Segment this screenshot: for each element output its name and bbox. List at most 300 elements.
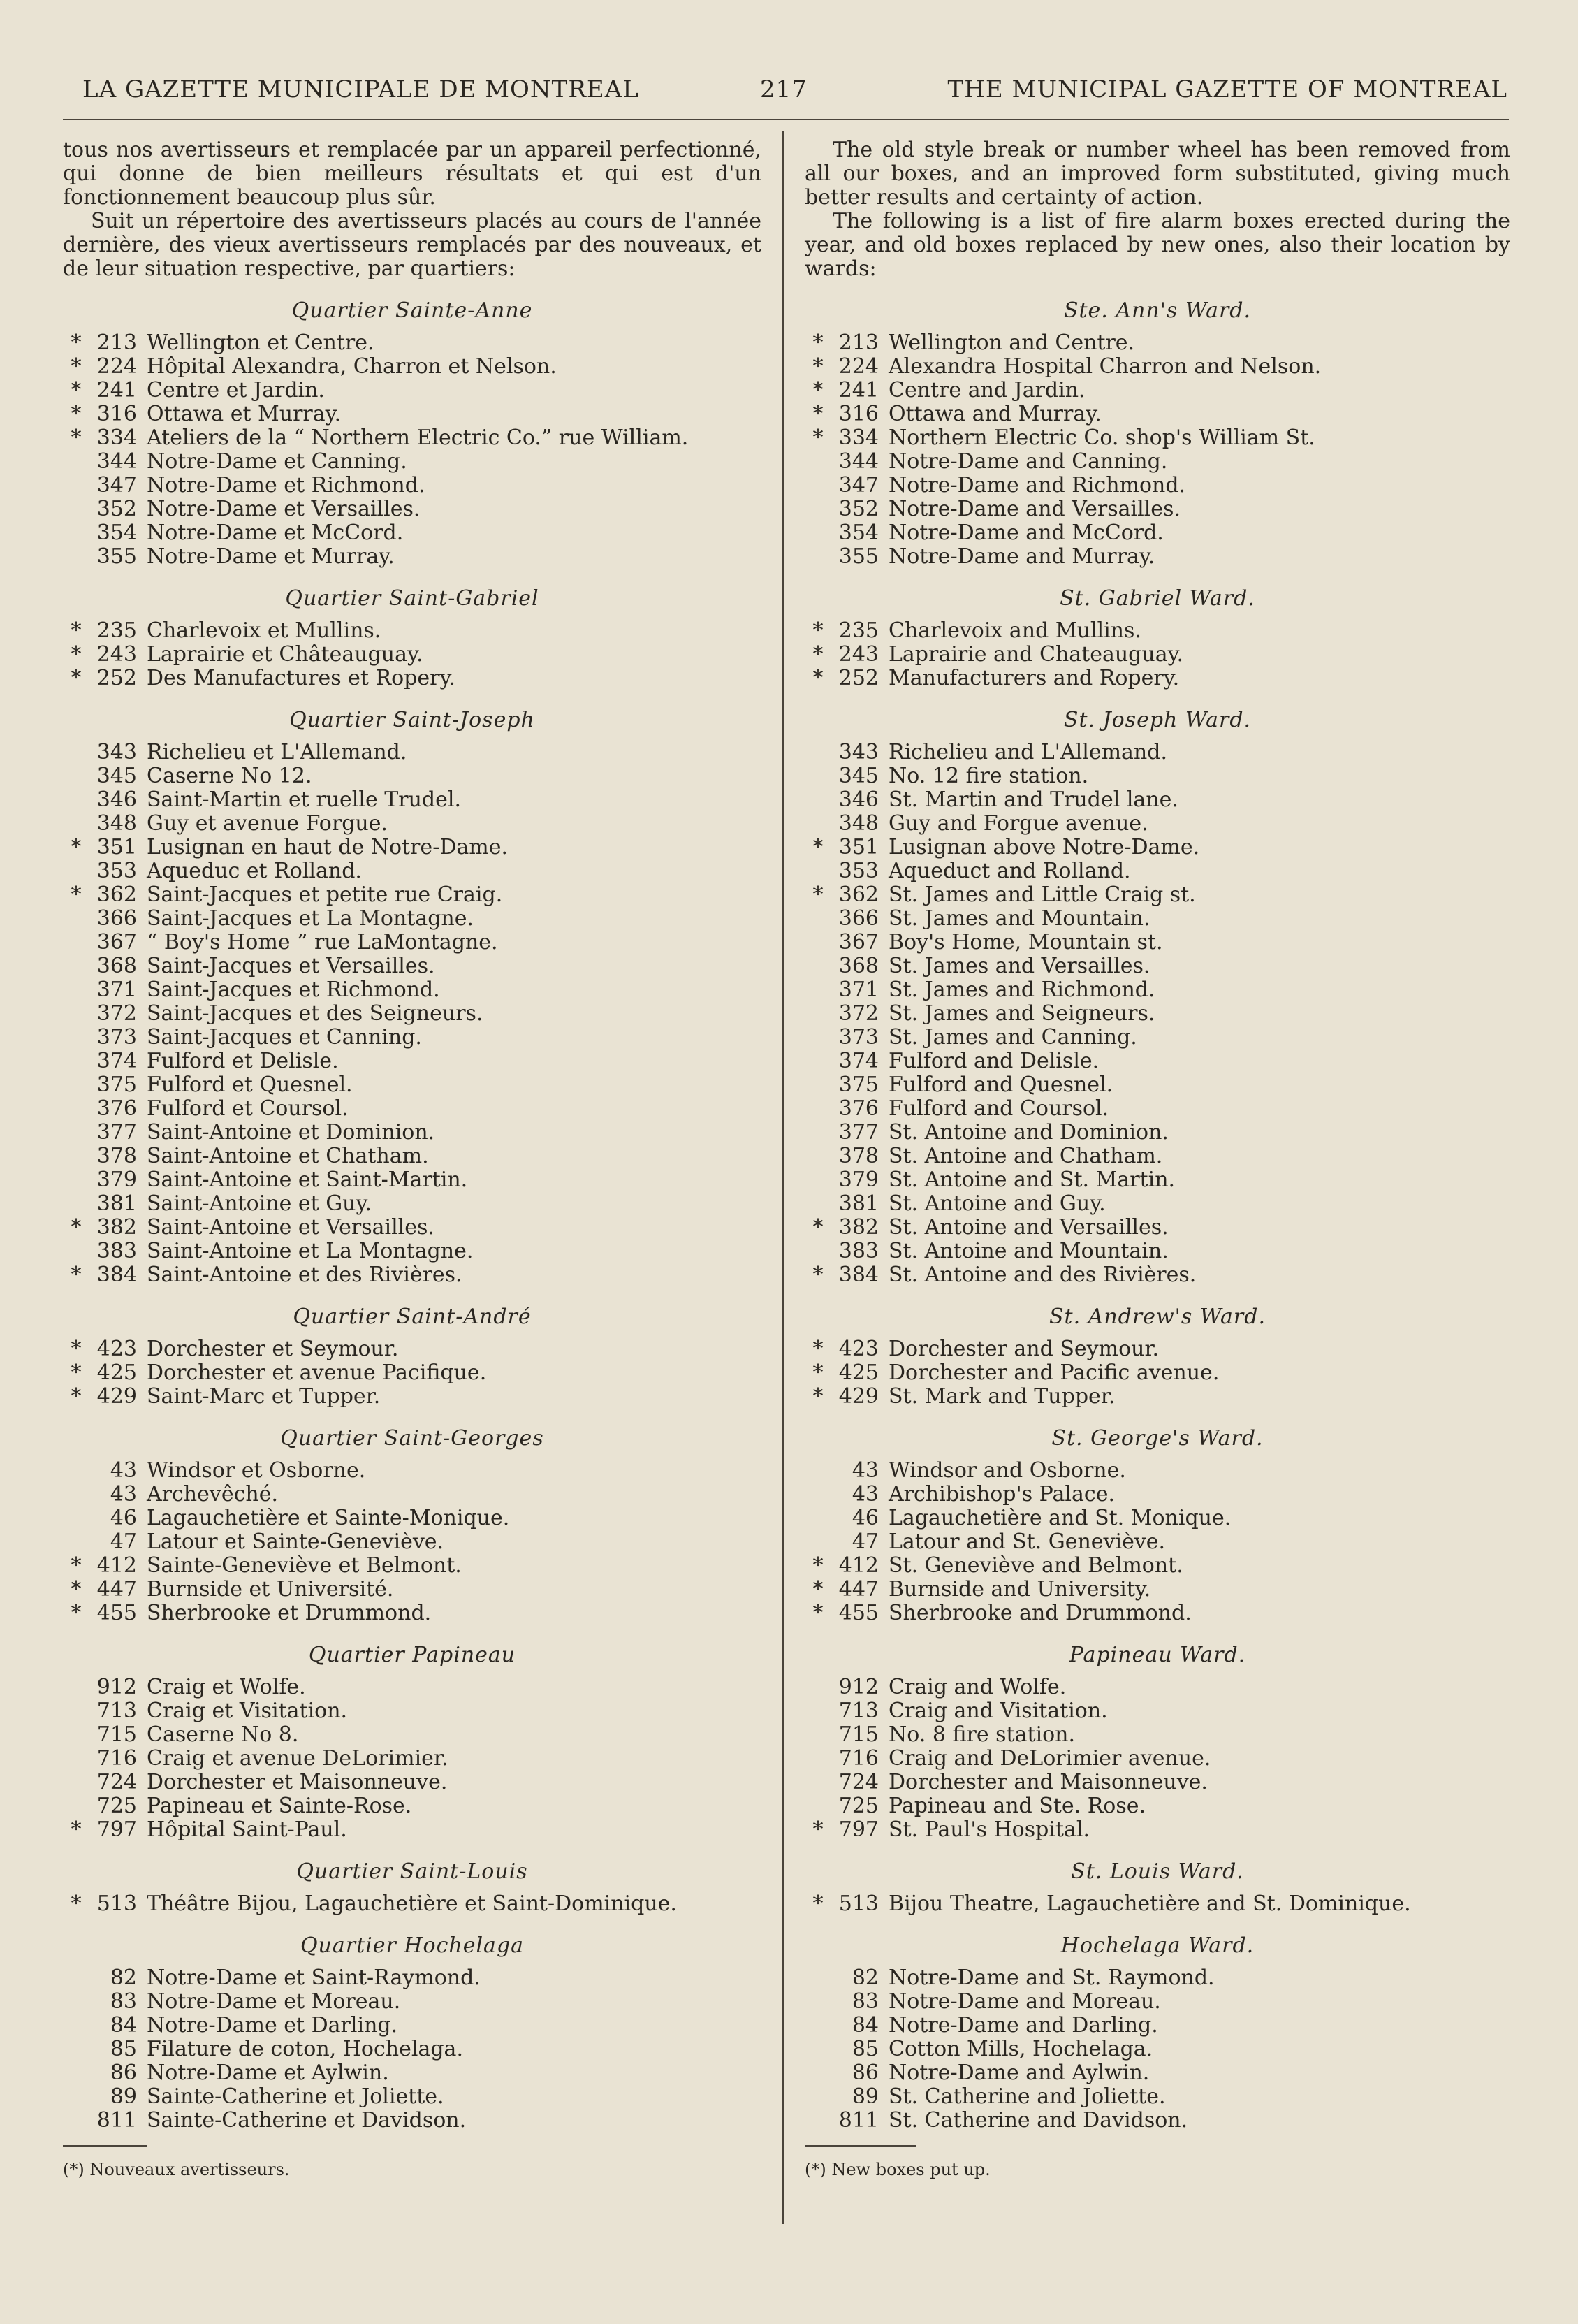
box-location: Centre and Jardin. (889, 378, 1086, 402)
new-box-marker (805, 1483, 831, 1506)
alarm-box-entry (63, 643, 761, 667)
box-location: Cotton Mills, Hochelaga. (889, 2037, 1153, 2061)
ward-title: St. Joseph Ward. (1063, 708, 1252, 732)
box-number: 47 (110, 1530, 137, 1554)
french-column (63, 138, 761, 2181)
box-number: 348 (96, 811, 137, 836)
box-location: Saint-Marc et Tupper. (147, 1384, 381, 1409)
alarm-box-entry (63, 1554, 761, 1578)
box-location: St. James and Versailles. (889, 954, 1150, 978)
alarm-box-entry (805, 1990, 1510, 2014)
box-number: 224 (838, 354, 879, 379)
box-location: Dorchester and Maisonneuve. (889, 1770, 1208, 1794)
ward-title: Quartier Saint-Louis (296, 1859, 528, 1884)
alarm-box-entry (805, 788, 1510, 812)
french-footnote: (*) Nouveaux avertisseurs. (63, 2160, 290, 2179)
new-box-marker: * (812, 642, 824, 667)
box-location: Craig et Wolfe. (147, 1675, 306, 1699)
alarm-box-entry (63, 859, 761, 883)
alarm-box-entry (805, 2061, 1510, 2085)
box-number: 383 (96, 1239, 137, 1263)
box-number: 354 (838, 521, 879, 545)
alarm-box-entry (805, 2085, 1510, 2109)
box-number: 797 (838, 1817, 879, 1842)
new-box-marker (805, 764, 831, 788)
box-number: 213 (96, 331, 137, 355)
new-box-marker: * (71, 1553, 82, 1578)
new-box-marker: * (71, 1891, 82, 1916)
alarm-box-entry (63, 667, 761, 690)
box-number: 423 (96, 1337, 137, 1361)
new-box-marker (63, 1794, 89, 1818)
new-box-marker: * (71, 1384, 82, 1409)
alarm-box-entry (63, 1002, 761, 1026)
alarm-box-entry (63, 402, 761, 426)
new-box-marker (63, 498, 89, 521)
box-number: 447 (838, 1577, 879, 1602)
box-number: 43 (852, 1482, 879, 1506)
box-number: 368 (838, 954, 879, 978)
box-location: St. Catherine and Joliette. (889, 2084, 1166, 2109)
new-box-marker (805, 1121, 831, 1145)
alarm-box-entry (805, 1263, 1510, 1287)
alarm-box-entry (805, 426, 1510, 450)
box-location: Saint-Antoine et Saint-Martin. (147, 1168, 468, 1192)
alarm-box-entry (63, 1192, 761, 1216)
alarm-box-entry (63, 1337, 761, 1361)
alarm-box-entry (805, 2014, 1510, 2038)
box-location: Notre-Dame and Canning. (889, 449, 1168, 474)
new-box-marker (805, 2061, 831, 2085)
box-location: Dorchester et Seymour. (147, 1337, 399, 1361)
box-number: 513 (96, 1891, 137, 1916)
box-location: Bijou Theatre, Lagauchetière and St. Dominique. (889, 1891, 1411, 1916)
new-box-marker (63, 1121, 89, 1145)
box-number: 513 (838, 1891, 879, 1916)
ward-title: Quartier Saint-Gabriel (285, 586, 539, 611)
english-column (805, 138, 1510, 2181)
alarm-box-entry (63, 1050, 761, 1073)
box-location: St. Mark and Tupper. (889, 1384, 1116, 1409)
english-intro-2: The following is a list of fire alarm boxes erected during the year, and old boxes replaced by new ones, also their location by wards: (805, 209, 1510, 281)
new-box-marker (805, 1240, 831, 1263)
alarm-box-entry (805, 1554, 1510, 1578)
box-location: St. Paul's Hospital. (889, 1817, 1090, 1842)
box-number: 89 (110, 2084, 137, 2109)
box-number: 713 (838, 1699, 879, 1723)
box-location: Guy and Forgue avenue. (889, 811, 1148, 836)
alarm-box-entry (63, 907, 761, 931)
box-number: 379 (96, 1168, 137, 1192)
footnote-rule (63, 2145, 147, 2147)
new-box-marker: * (71, 1601, 82, 1625)
box-number: 344 (838, 449, 879, 474)
alarm-box-entry (805, 954, 1510, 978)
alarm-box-entry (63, 521, 761, 545)
box-number: 334 (838, 426, 879, 450)
alarm-box-entry (805, 1771, 1510, 1794)
box-number: 912 (96, 1675, 137, 1699)
box-location: Sainte-Catherine et Davidson. (147, 2108, 467, 2133)
new-box-marker (63, 1026, 89, 1050)
box-location: Northern Electric Co. shop's William St. (889, 426, 1315, 450)
new-box-marker (63, 2085, 89, 2109)
alarm-box-entry (63, 1892, 761, 1916)
box-number: 86 (852, 2061, 879, 2085)
new-box-marker (63, 907, 89, 931)
new-box-marker: * (812, 1384, 824, 1409)
box-number: 343 (96, 740, 137, 764)
new-box-marker (805, 1747, 831, 1771)
new-box-marker: * (812, 1577, 824, 1602)
new-box-marker (63, 812, 89, 836)
box-number: 243 (96, 642, 137, 667)
ward-title: Hochelaga Ward. (1060, 1933, 1255, 1958)
new-box-marker: * (812, 1360, 824, 1385)
alarm-box-entry (63, 1578, 761, 1602)
new-box-marker (63, 2038, 89, 2061)
header-english-title: THE MUNICIPAL GAZETTE OF MONTREAL (947, 75, 1507, 103)
new-box-marker (63, 1168, 89, 1192)
box-location: Notre-Dame and St. Raymond. (889, 1966, 1215, 1990)
box-number: 374 (838, 1049, 879, 1073)
alarm-box-entry (63, 1385, 761, 1409)
new-box-marker (63, 1530, 89, 1554)
new-box-marker (63, 1192, 89, 1216)
box-location: Fulford and Delisle. (889, 1049, 1100, 1073)
new-box-marker: * (71, 883, 82, 907)
new-box-marker (805, 741, 831, 764)
new-box-marker (63, 2014, 89, 2038)
new-box-marker: * (71, 331, 82, 355)
alarm-box-list (63, 1337, 761, 1409)
box-number: 347 (838, 473, 879, 498)
box-number: 343 (838, 740, 879, 764)
alarm-box-entry (63, 1026, 761, 1050)
alarm-box-entry (805, 379, 1510, 402)
alarm-box-entry (63, 1121, 761, 1145)
new-box-marker (63, 1966, 89, 1990)
new-box-marker (805, 1771, 831, 1794)
alarm-box-entry (63, 954, 761, 978)
box-location: St. Antoine and Dominion. (889, 1120, 1169, 1145)
box-location: Notre-Dame and Darling. (889, 2013, 1158, 2038)
new-box-marker (63, 764, 89, 788)
box-number: 374 (96, 1049, 137, 1073)
box-location: St. Antoine and Guy. (889, 1191, 1106, 1216)
box-location: Saint-Jacques et petite rue Craig. (147, 883, 503, 907)
box-location: Burnside and University. (889, 1577, 1151, 1602)
alarm-box-entry (805, 1026, 1510, 1050)
box-location: Notre-Dame et McCord. (147, 521, 404, 545)
box-location: Caserne No 12. (147, 764, 312, 788)
box-number: 84 (110, 2013, 137, 2038)
alarm-box-entry (63, 1145, 761, 1168)
box-number: 725 (96, 1794, 137, 1818)
new-box-marker (805, 1192, 831, 1216)
box-number: 362 (96, 883, 137, 907)
box-number: 811 (838, 2108, 879, 2133)
alarm-box-entry (63, 788, 761, 812)
box-number: 351 (96, 835, 137, 859)
box-number: 243 (838, 642, 879, 667)
box-number: 367 (96, 930, 137, 954)
box-number: 382 (96, 1215, 137, 1240)
alarm-box-entry (63, 2061, 761, 2085)
box-location: Archibishop's Palace. (889, 1482, 1115, 1506)
box-location: St. James and Seigneurs. (889, 1001, 1155, 1026)
box-location: Hôpital Saint-Paul. (147, 1817, 347, 1842)
new-box-marker (63, 1990, 89, 2014)
alarm-box-entry (63, 2014, 761, 2038)
alarm-box-entry (805, 1747, 1510, 1771)
new-box-marker (805, 1097, 831, 1121)
alarm-box-entry (805, 1966, 1510, 1990)
new-box-marker (805, 907, 831, 931)
box-number: 371 (838, 978, 879, 1002)
column-divider (782, 131, 784, 2224)
new-box-marker (805, 2085, 831, 2109)
alarm-box-entry (63, 2085, 761, 2109)
alarm-box-entry (805, 1385, 1510, 1409)
alarm-box-entry (805, 812, 1510, 836)
box-number: 83 (852, 1989, 879, 2014)
new-box-marker: * (71, 1215, 82, 1240)
box-number: 379 (838, 1168, 879, 1192)
english-sections (805, 299, 1510, 2133)
box-location: Centre et Jardin. (147, 378, 325, 402)
alarm-box-entry (805, 1240, 1510, 1263)
alarm-box-entry (805, 1192, 1510, 1216)
alarm-box-entry (805, 978, 1510, 1002)
box-number: 345 (838, 764, 879, 788)
box-location: Papineau and Ste. Rose. (889, 1794, 1146, 1818)
alarm-box-list (805, 1337, 1510, 1409)
new-box-marker (805, 2109, 831, 2133)
alarm-box-entry (805, 474, 1510, 498)
box-number: 715 (838, 1722, 879, 1747)
box-number: 368 (96, 954, 137, 978)
alarm-box-entry (805, 1818, 1510, 1842)
box-location: Notre-Dame and McCord. (889, 521, 1164, 545)
box-location: Latour et Sainte-Geneviève. (147, 1530, 444, 1554)
box-location: Notre-Dame and Richmond. (889, 473, 1186, 498)
ward-title: Quartier Hochelaga (300, 1933, 525, 1958)
box-location: Fulford and Quesnel. (889, 1073, 1113, 1097)
new-box-marker (805, 1990, 831, 2014)
box-number: 86 (110, 2061, 137, 2085)
alarm-box-entry (63, 931, 761, 954)
new-box-marker: * (71, 835, 82, 859)
new-box-marker (63, 931, 89, 954)
ward-title: Quartier Saint-Joseph (289, 708, 535, 732)
alarm-box-entry (63, 836, 761, 859)
alarm-box-entry (63, 1240, 761, 1263)
new-box-marker: * (812, 402, 824, 426)
alarm-box-entry (805, 907, 1510, 931)
new-box-marker (63, 1073, 89, 1097)
box-number: 713 (96, 1699, 137, 1723)
alarm-box-entry (805, 883, 1510, 907)
alarm-box-list (805, 1966, 1510, 2133)
ward-title: St. Gabriel Ward. (1060, 586, 1255, 611)
box-location: Aqueduc et Rolland. (147, 859, 362, 883)
alarm-box-entry (63, 2109, 761, 2133)
alarm-box-list (805, 619, 1510, 690)
box-number: 85 (110, 2037, 137, 2061)
alarm-box-entry (63, 355, 761, 379)
new-box-marker: * (71, 426, 82, 450)
box-number: 376 (96, 1096, 137, 1121)
ward-title: St. George's Ward. (1051, 1426, 1264, 1451)
alarm-box-entry (63, 1216, 761, 1240)
alarm-box-entry (63, 1073, 761, 1097)
box-location: Craig et avenue DeLorimier. (147, 1746, 448, 1771)
box-location: Saint-Jacques et Versailles. (147, 954, 435, 978)
alarm-box-entry (63, 379, 761, 402)
box-number: 811 (96, 2108, 137, 2133)
alarm-box-entry (805, 331, 1510, 355)
new-box-marker (63, 450, 89, 474)
box-number: 85 (852, 2037, 879, 2061)
box-location: Lusignan above Notre-Dame. (889, 835, 1200, 859)
alarm-box-entry (805, 1483, 1510, 1506)
alarm-box-entry (805, 402, 1510, 426)
box-location: Saint-Martin et ruelle Trudel. (147, 787, 461, 812)
alarm-box-entry (63, 1966, 761, 1990)
new-box-marker (805, 1794, 831, 1818)
alarm-box-entry (63, 741, 761, 764)
new-box-marker (63, 978, 89, 1002)
alarm-box-entry (805, 1097, 1510, 1121)
box-location: Latour and St. Geneviève. (889, 1530, 1166, 1554)
alarm-box-list (63, 1892, 761, 1916)
alarm-box-entry (63, 619, 761, 643)
new-box-marker (63, 1097, 89, 1121)
new-box-marker: * (812, 331, 824, 355)
new-box-marker: * (71, 354, 82, 379)
alarm-box-entry (63, 1818, 761, 1842)
box-number: 377 (96, 1120, 137, 1145)
box-number: 353 (96, 859, 137, 883)
box-number: 89 (852, 2084, 879, 2109)
alarm-box-entry (805, 1602, 1510, 1625)
alarm-box-entry (805, 521, 1510, 545)
box-number: 345 (96, 764, 137, 788)
box-location: St. James and Richmond. (889, 978, 1155, 1002)
new-box-marker (805, 954, 831, 978)
alarm-box-entry (63, 1097, 761, 1121)
alarm-box-entry (805, 1578, 1510, 1602)
new-box-marker (63, 1240, 89, 1263)
alarm-box-entry (63, 2038, 761, 2061)
box-number: 725 (838, 1794, 879, 1818)
box-number: 241 (838, 378, 879, 402)
alarm-box-entry (805, 1361, 1510, 1385)
box-location: St. Antoine and Versailles. (889, 1215, 1169, 1240)
box-location: Notre-Dame et Versailles. (147, 497, 421, 521)
new-box-marker: * (812, 883, 824, 907)
box-number: 252 (96, 666, 137, 690)
new-box-marker (63, 545, 89, 569)
box-location: St. Antoine and des Rivières. (889, 1263, 1197, 1287)
box-location: Notre-Dame et Canning. (147, 449, 407, 474)
box-location: Notre-Dame and Murray. (889, 544, 1155, 569)
box-number: 235 (96, 618, 137, 643)
box-number: 381 (96, 1191, 137, 1216)
new-box-marker (805, 1002, 831, 1026)
alarm-box-entry (805, 1337, 1510, 1361)
alarm-box-entry (63, 1699, 761, 1723)
box-location: Lagauchetière and St. Monique. (889, 1506, 1232, 1530)
box-number: 715 (96, 1722, 137, 1747)
header-rule (63, 119, 1509, 120)
new-box-marker (805, 812, 831, 836)
alarm-box-entry (805, 1216, 1510, 1240)
alarm-box-entry (805, 1073, 1510, 1097)
new-box-marker (805, 1699, 831, 1723)
box-number: 425 (96, 1360, 137, 1385)
alarm-box-entry (805, 1892, 1510, 1916)
page-header (82, 70, 1507, 112)
alarm-box-list (63, 331, 761, 569)
box-location: Théâtre Bijou, Lagauchetière et Saint-Dominique. (147, 1891, 677, 1916)
box-location: Sainte-Geneviève et Belmont. (147, 1553, 462, 1578)
alarm-box-entry (63, 1602, 761, 1625)
new-box-marker (805, 859, 831, 883)
new-box-marker: * (71, 378, 82, 402)
box-number: 372 (838, 1001, 879, 1026)
alarm-box-entry (805, 1168, 1510, 1192)
new-box-marker (805, 1459, 831, 1483)
french-intro-continued: tous nos avertisseurs et remplacée par un appareil perfectionné, qui donne de bien meilleurs résultats et qui est d'un fonctionnement beaucoup plus sûr. (63, 138, 761, 210)
box-number: 353 (838, 859, 879, 883)
box-number: 429 (838, 1384, 879, 1409)
box-location: St. Geneviève and Belmont. (889, 1553, 1183, 1578)
alarm-box-entry (805, 1676, 1510, 1699)
box-number: 425 (838, 1360, 879, 1385)
box-location: Fulford et Coursol. (147, 1096, 349, 1121)
new-box-marker (63, 1723, 89, 1747)
box-location: Richelieu et L'Allemand. (147, 740, 407, 764)
alarm-box-entry (63, 1771, 761, 1794)
box-number: 355 (96, 544, 137, 569)
english-intro-1: The old style break or number wheel has been removed from all our boxes, and an improved form substituted, giving much better results and certainty of action. (805, 138, 1510, 210)
box-location: Caserne No 8. (147, 1722, 299, 1747)
alarm-box-entry (63, 426, 761, 450)
box-location: Saint-Antoine et des Rivières. (147, 1263, 462, 1287)
box-number: 346 (838, 787, 879, 812)
box-number: 224 (96, 354, 137, 379)
new-box-marker (805, 1676, 831, 1699)
new-box-marker (63, 2109, 89, 2133)
box-number: 348 (838, 811, 879, 836)
box-number: 366 (838, 906, 879, 931)
box-number: 373 (96, 1025, 137, 1050)
alarm-box-entry (63, 474, 761, 498)
alarm-box-entry (63, 1361, 761, 1385)
new-box-marker (805, 2014, 831, 2038)
box-number: 716 (838, 1746, 879, 1771)
new-box-marker (805, 788, 831, 812)
alarm-box-entry (63, 812, 761, 836)
box-location: Craig and DeLorimier avenue. (889, 1746, 1211, 1771)
box-number: 429 (96, 1384, 137, 1409)
new-box-marker (805, 1073, 831, 1097)
new-box-marker: * (812, 1601, 824, 1625)
ward-title: Ste. Ann's Ward. (1063, 298, 1252, 323)
alarm-box-entry (805, 1121, 1510, 1145)
